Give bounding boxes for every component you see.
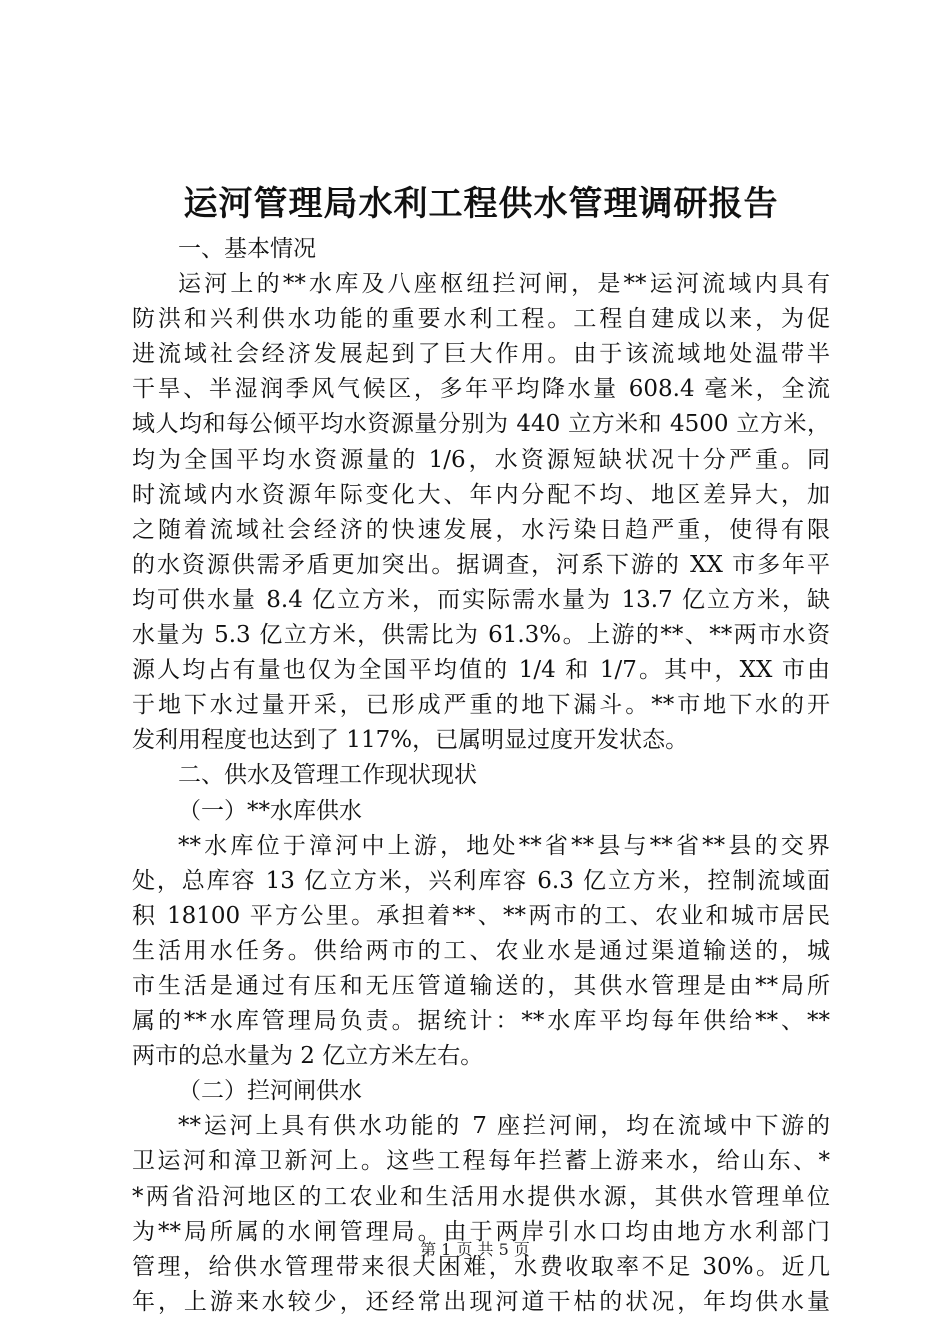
body-line: 均可供水量 8.4 亿立方米，而实际需水量为 13.7 亿立方米，缺 <box>132 586 830 613</box>
body-line: 之随着流域社会经济的快速发展，水污染日趋严重，使得有限 <box>132 516 830 543</box>
body-line: 两市的总水量为 2 亿立方米左右。 <box>132 1043 484 1070</box>
body-line: 均为全国平均水资源量的 1/6，水资源短缺状况十分严重。同 <box>132 446 830 473</box>
body-line: 年，上游来水较少，还经常出现河道干枯的状况，年均供水量 <box>132 1288 830 1315</box>
paragraph-first-line: 运河上的**水库及八座枢纽拦河闸，是**运河流域内具有 <box>178 271 830 298</box>
section-heading: 二、供水及管理工作现状现状 <box>178 762 477 789</box>
body-line: 市生活是通过有压和无压管道输送的，其供水管理是由**局所 <box>132 972 830 999</box>
paragraph-first-line: **运河上具有供水功能的 7 座拦河闸，均在流域中下游的 <box>178 1113 830 1140</box>
section-heading: （一）**水库供水 <box>178 797 362 824</box>
body-line: 域人均和每公倾平均水资源量分别为 440 立方米和 4500 立方米， <box>132 411 830 438</box>
body-line: 的水资源供需矛盾更加突出。据调查，河系下游的 XX 市多年平 <box>132 551 830 578</box>
body-line: 发利用程度也达到了 117%，已属明显过度开发状态。 <box>132 727 689 754</box>
body-line: 于地下水过量开采，已形成严重的地下漏斗。**市地下水的开 <box>132 692 830 719</box>
body-line: 时流域内水资源年际变化大、年内分配不均、地区差异大，加 <box>132 481 830 508</box>
section-heading: 一、基本情况 <box>178 236 316 262</box>
body-line: 生活用水任务。供给两市的工、农业水是通过渠道输送的，城 <box>132 937 830 964</box>
document-body <box>132 232 830 1320</box>
page-number-footer: 第 1 页 共 5 页 <box>420 1240 530 1259</box>
section-heading: （二）拦河闸供水 <box>178 1078 362 1105</box>
body-line: 干旱、半湿润季风气候区，多年平均降水量 608.4 毫米，全流 <box>132 376 830 403</box>
body-line: *两省沿河地区的工农业和生活用水提供水源，其供水管理单位 <box>132 1183 830 1210</box>
paragraph-first-line: **水库位于漳河中上游，地处**省**县与**省**县的交界 <box>178 832 830 859</box>
body-line: 属的**水库管理局负责。据统计：**水库平均每年供给**、** <box>132 1008 830 1035</box>
body-line: 管理，给供水管理带来很大困难，水费收取率不足 30%。近几 <box>132 1253 830 1280</box>
body-line: 为**局所属的水闸管理局。由于两岸引水口均由地方水利部门 <box>132 1218 830 1245</box>
body-line: 源人均占有量也仅为全国平均值的 1/4 和 1/7。其中，XX 市由 <box>132 657 830 684</box>
body-line: 防洪和兴利供水功能的重要水利工程。工程自建成以来，为促 <box>132 306 830 333</box>
body-line: 水量为 5.3 亿立方米，供需比为 61.3%。上游的**、**两市水资 <box>132 622 830 649</box>
body-line: 卫运河和漳卫新河上。这些工程每年拦蓄上游来水，给山东、* <box>132 1148 830 1175</box>
document-page <box>132 0 830 1344</box>
body-line: 处，总库容 13 亿立方米，兴利库容 6.3 亿立方米，控制流域面 <box>132 867 830 894</box>
body-line: 进流域社会经济发展起到了巨大作用。由于该流域地处温带半 <box>132 341 830 368</box>
body-line: 积 18100 平方公里。承担着**、**两市的工、农业和城市居民 <box>132 902 830 929</box>
document-title: 运河管理局水利工程供水管理调研报告 <box>183 184 779 224</box>
